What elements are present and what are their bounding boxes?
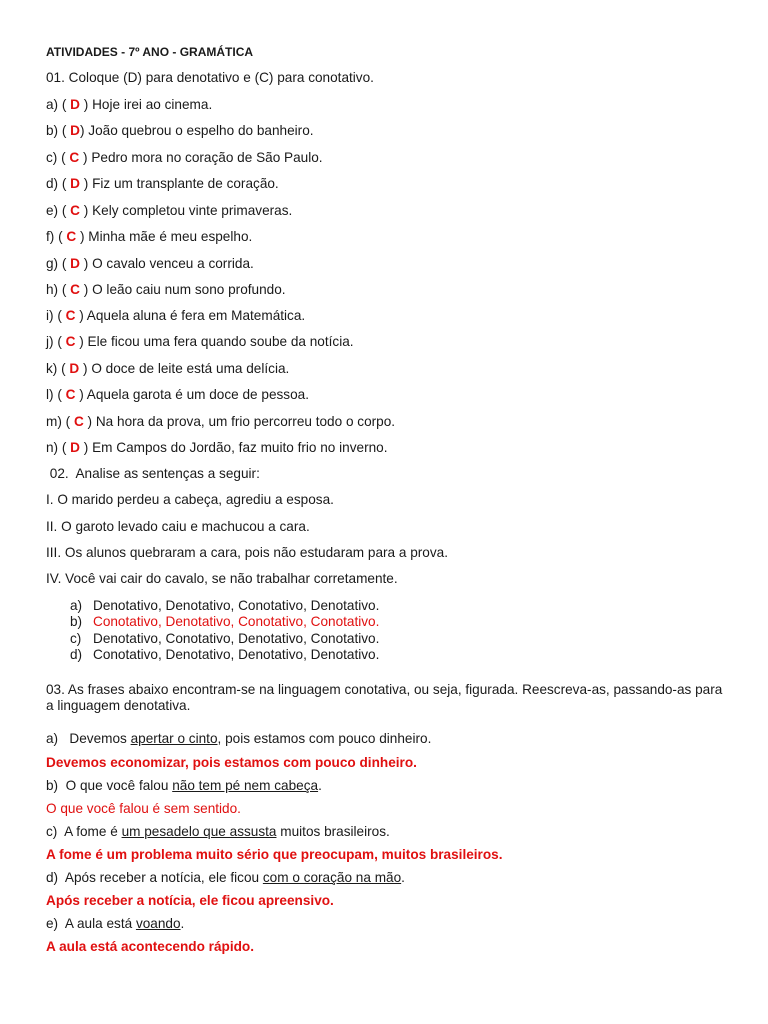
q1-answer-m: C <box>73 414 84 429</box>
q3-item-b: b) O que você falou não tem pé nem cabeça. <box>46 778 322 793</box>
q1-answer-a: D <box>70 97 80 112</box>
q3-item-e: e) A aula está voando. <box>46 916 185 931</box>
q1-answer-j: C <box>65 334 76 349</box>
question-3-prompt: 03. As frases abaixo encontram-se na linguagem conotativa, ou seja, figurada. Reescreva-as, passando-as para a linguagem denotativa. <box>46 682 723 713</box>
q1-item-a: a) ( D ) Hoje irei ao cinema. <box>46 97 213 112</box>
q1-answer-n: D <box>70 440 80 455</box>
q1-item-b: b) ( D) João quebrou o espelho do banheiro. <box>46 123 314 138</box>
q3-item-d: d) Após receber a notícia, ele ficou com o coração na mão. <box>46 870 405 885</box>
q1-item-l: l) ( C ) Aquela garota é um doce de pessoa. <box>46 387 309 402</box>
q1-item-f: f) ( C ) Minha mãe é meu espelho. <box>46 229 253 244</box>
q3-item-c: c) A fome é um pesadelo que assusta muitos brasileiros. <box>46 824 390 839</box>
q1-item-k: k) ( D ) O doce de leite está uma delícia. <box>46 361 290 376</box>
question-2-prompt: 02. Analise as sentenças a seguir: <box>46 466 260 481</box>
q2-sentence-2: II. O garoto levado caiu e machucou a cara. <box>46 519 310 534</box>
q1-item-m: m) ( C ) Na hora da prova, um frio percorreu todo o corpo. <box>46 414 396 429</box>
q3-answer-b: O que você falou é sem sentido. <box>46 801 241 816</box>
q1-answer-b: D <box>70 123 80 138</box>
question-1-prompt: 01. Coloque (D) para denotativo e (C) para conotativo. <box>46 70 374 85</box>
q1-item-g: g) ( D ) O cavalo venceu a corrida. <box>46 256 254 271</box>
page-title: ATIVIDADES - 7º ANO - GRAMÁTICA <box>46 45 254 59</box>
q1-answer-l: C <box>65 387 76 402</box>
q1-item-d: d) ( D ) Fiz um transplante de coração. <box>46 176 279 191</box>
q1-answer-h: C <box>70 282 80 297</box>
q1-item-e: e) ( C ) Kely completou vinte primaveras. <box>46 203 293 218</box>
q1-answer-c: C <box>69 150 80 165</box>
q2-option-a: a) Denotativo, Denotativo, Conotativo, Denotativo. <box>70 598 380 613</box>
q1-item-h: h) ( C ) O leão caiu num sono profundo. <box>46 282 286 297</box>
q3-answer-c: A fome é um problema muito sério que preocupam, muitos brasileiros. <box>46 847 503 862</box>
q3-answer-a: Devemos economizar, pois estamos com pouco dinheiro. <box>46 755 417 770</box>
q3-answer-d: Após receber a notícia, ele ficou apreensivo. <box>46 893 334 908</box>
q1-answer-g: D <box>70 256 80 271</box>
q2-option-c: c) Denotativo, Conotativo, Denotativo, Conotativo. <box>70 631 380 646</box>
q2-option-d: d) Conotativo, Denotativo, Denotativo, Denotativo. <box>70 647 380 662</box>
q1-item-n: n) ( D ) Em Campos do Jordão, faz muito frio no inverno. <box>46 440 388 455</box>
q1-item-c: c) ( C ) Pedro mora no coração de São Paulo. <box>46 150 323 165</box>
q1-item-j: j) ( C ) Ele ficou uma fera quando soube da notícia. <box>46 334 354 349</box>
q3-item-a: a) Devemos apertar o cinto, pois estamos com pouco dinheiro. <box>46 731 432 746</box>
q2-option-b-correct: b) Conotativo, Denotativo, Conotativo, Conotativo. <box>70 614 380 629</box>
q3-answer-e: A aula está acontecendo rápido. <box>46 939 254 954</box>
q2-sentence-1: I. O marido perdeu a cabeça, agrediu a esposa. <box>46 492 334 507</box>
q1-item-i: i) ( C ) Aquela aluna é fera em Matemática. <box>46 308 306 323</box>
q1-answer-d: D <box>70 176 80 191</box>
q1-answer-f: C <box>66 229 77 244</box>
q2-sentence-3: III. Os alunos quebraram a cara, pois não estudaram para a prova. <box>46 545 448 560</box>
q1-answer-k: D <box>69 361 80 376</box>
q2-sentence-4: IV. Você vai cair do cavalo, se não trabalhar corretamente. <box>46 571 398 586</box>
q1-answer-i: C <box>65 308 76 323</box>
q1-answer-e: C <box>70 203 80 218</box>
